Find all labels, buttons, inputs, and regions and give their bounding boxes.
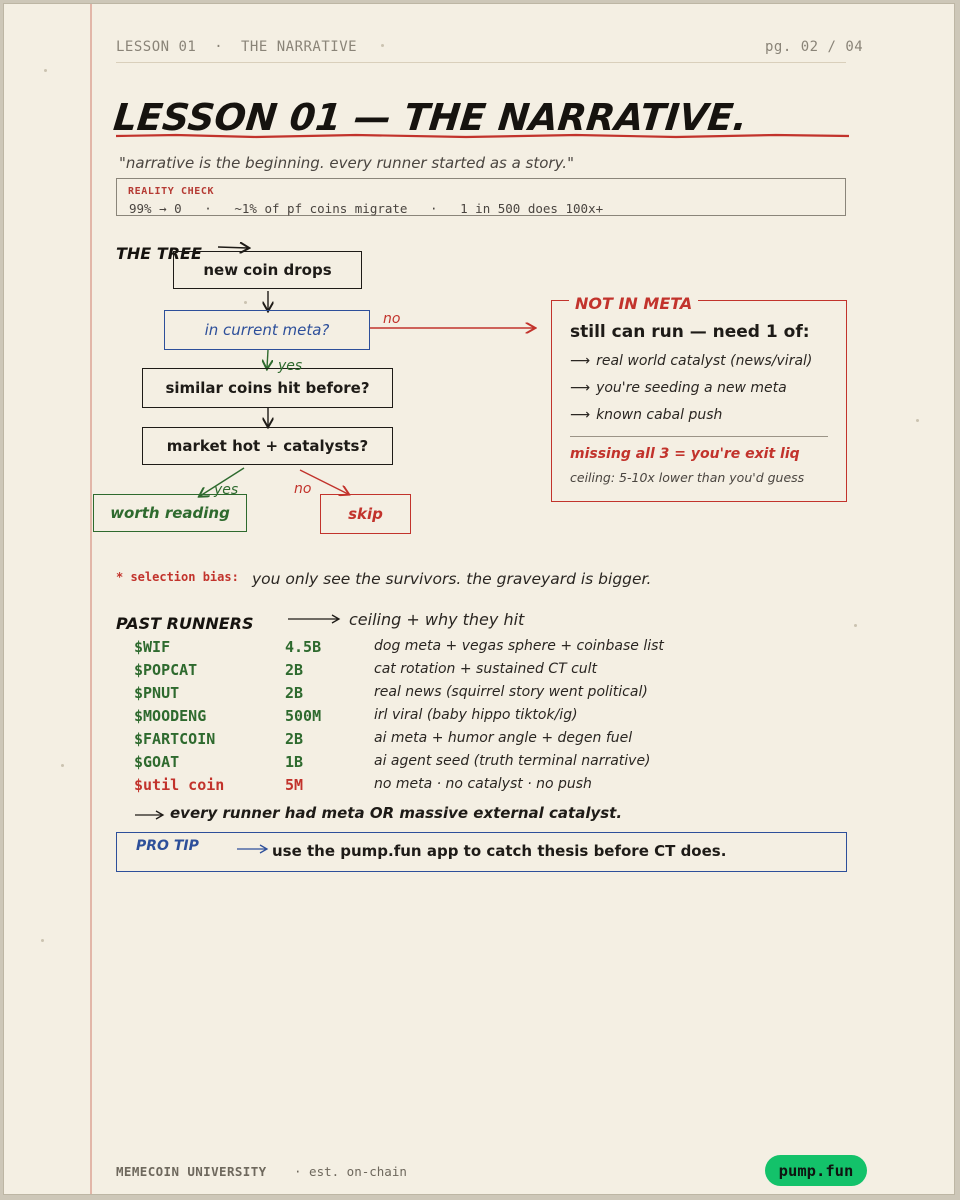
runner-row [4, 730, 955, 753]
footer-brand: MEMECOIN UNIVERSITY [116, 1164, 267, 1179]
runner-reason: ai agent seed (truth terminal narrative) [374, 753, 651, 769]
node-market-hot: market hot + catalysts? [142, 427, 393, 465]
paper-speck [41, 939, 44, 942]
runner-ceiling: 2B [285, 730, 304, 748]
runner-ceiling: 4.5B [285, 638, 322, 656]
catalyst-item [570, 380, 787, 396]
runner-reason: irl viral (baby hippo tiktok/ig) [374, 707, 578, 723]
page-title: LESSON 01 — THE NARRATIVE. [111, 96, 750, 139]
catalyst-item [570, 407, 722, 423]
catalyst-item-text: known cabal push [596, 407, 723, 423]
arrow-icon [236, 842, 272, 856]
node-current-meta: in current meta? [164, 310, 370, 350]
runner-ticker: $WIF [134, 638, 171, 656]
runner-row [4, 638, 955, 661]
not-in-meta-title-wrap [569, 294, 698, 313]
arrow-icon: ⟶ [570, 353, 591, 369]
lesson-header: LESSON 01 · THE NARRATIVE [116, 39, 358, 55]
runner-ceiling: 2B [285, 661, 304, 679]
selection-bias-text: you only see the survivors. the graveyard is bigger. [252, 570, 652, 588]
catalyst-item [570, 353, 812, 369]
runner-reason: dog meta + vegas sphere + coinbase list [374, 638, 664, 654]
ceiling-note: ceiling: 5-10x lower than you'd guess [570, 470, 805, 485]
catalyst-item-text: you're seeding a new meta [596, 380, 787, 396]
reality-check-stats: 99% → 0 · ~1% of pf coins migrate · 1 in 500 does 100x+ [129, 201, 604, 216]
runner-row [4, 661, 955, 684]
arrow-icon: ⟶ [570, 407, 591, 423]
not-in-meta-lead: still can run — need 1 of: [570, 322, 810, 342]
runner-ticker: $MOODENG [134, 707, 207, 725]
runner-ticker: $FARTCOIN [134, 730, 216, 748]
catalyst-item-text: real world catalyst (news/viral) [596, 353, 813, 369]
notebook-page [3, 3, 955, 1195]
pro-tip-label: PRO TIP [136, 838, 199, 854]
runner-ticker: $PNUT [134, 684, 180, 702]
selection-bias-label: * selection bias: [116, 570, 239, 584]
node-worth-reading: worth reading [93, 494, 247, 532]
runner-ceiling: 1B [285, 753, 304, 771]
exit-liq-warning: missing all 3 = you're exit liq [570, 446, 800, 462]
runner-reason: no meta · no catalyst · no push [374, 776, 592, 792]
runner-row [4, 776, 955, 799]
not-in-meta-divider [570, 436, 828, 437]
runner-ceiling: 2B [285, 684, 304, 702]
arrow-icon [286, 612, 346, 626]
runner-ticker: $util coin [134, 776, 225, 794]
arrow-icon [134, 808, 168, 822]
runner-row [4, 684, 955, 707]
past-runners-subtitle: ceiling + why they hit [349, 610, 525, 629]
edge-label-no-meta: no [383, 311, 401, 327]
runner-ceiling: 5M [285, 776, 304, 794]
runner-row [4, 707, 955, 730]
pro-tip-text: use the pump.fun app to catch thesis before CT does. [272, 842, 727, 860]
arrow-icon: ⟶ [570, 380, 591, 396]
edge-label-yes-meta: yes [278, 358, 303, 374]
edge-label-no-market: no [294, 481, 312, 497]
edge-label-yes-market: yes [214, 482, 239, 498]
page-number: pg. 02 / 04 [765, 39, 864, 55]
node-new-coin: new coin drops [173, 251, 362, 289]
tree-heading: THE TREE [116, 244, 202, 263]
runners-conclusion: every runner had meta OR massive external catalyst. [170, 804, 623, 822]
runner-ceiling: 500M [285, 707, 322, 725]
runner-row [4, 753, 955, 776]
runner-ticker: $GOAT [134, 753, 180, 771]
runner-reason: ai meta + humor angle + degen fuel [374, 730, 633, 746]
page-quote: "narrative is the beginning. every runner started as a story." [119, 154, 574, 172]
paper-speck [854, 624, 857, 627]
node-skip: skip [320, 494, 411, 534]
footer-tagline: · est. on-chain [294, 1164, 407, 1179]
pump-fun-badge[interactable]: pump.fun [765, 1155, 867, 1186]
runner-reason: real news (squirrel story went political) [374, 684, 648, 700]
runner-reason: cat rotation + sustained CT cult [374, 661, 598, 677]
past-runners-heading: PAST RUNNERS [116, 614, 254, 633]
reality-check-label: REALITY CHECK [128, 186, 215, 197]
runner-ticker: $POPCAT [134, 661, 198, 679]
node-similar-coins: similar coins hit before? [142, 368, 393, 408]
not-in-meta-title: NOT IN META [575, 294, 693, 313]
